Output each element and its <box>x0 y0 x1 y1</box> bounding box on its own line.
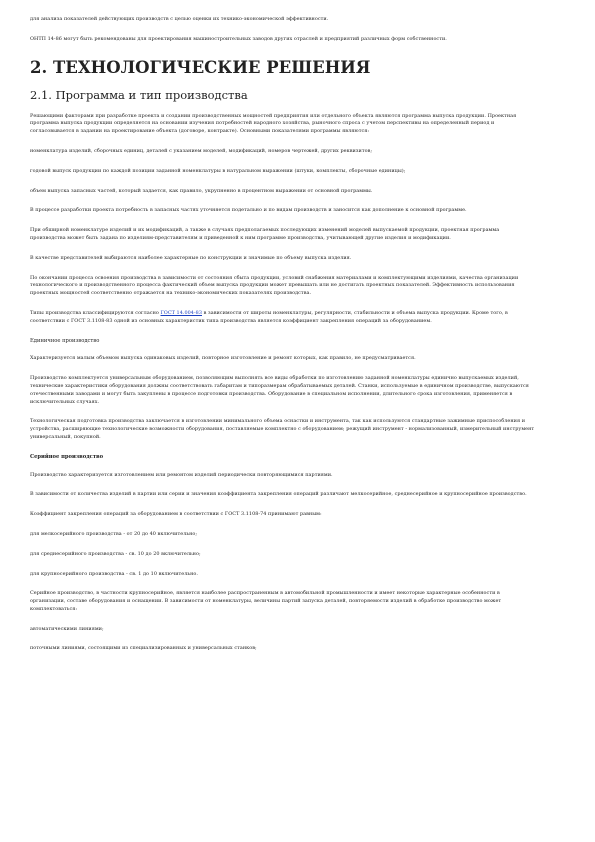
paragraph: объем выпуска запасных частей, который задается, как правило, укрупненно в процентном выражении от основной программы. <box>30 187 373 194</box>
paragraph: Производство характеризуется изготовлением или ремонтом изделий периодически повторяющимися партиями. <box>30 471 333 478</box>
paragraph: Технологическая подготовка производства заключается в изготовлении минимального объема оснастки и инструмента, так как используются стандартные зажимные приспособления и устройства, расширяющие технологические возможности оборудования, поставляемые комплектно с оборудованием; режущий инструмент - нормализованный, измерительный инструмент универсальный, покупной. <box>30 418 535 440</box>
subheading-single: Единичное производство <box>30 337 100 344</box>
paragraph: В качестве представителей выбираются наиболее характерные по конструкции и значимые по объему выпуска изделия. <box>30 254 352 261</box>
paragraph: Коэффициент закрепления операций за оборудованием в соответствии с ГОСТ 3.1108-74 принимают равным: <box>30 511 322 518</box>
paragraph: Производство комплектуется универсальным оборудованием, позволяющим выполнять все виды обработки по изготовлению заданной номенклатуры единично выпускаемых изделий, технические характеристики оборудования должны соответствовать габаритам и типоразмерам обрабатываемых деталей. Станки, используемые в единичном производстве, выпускаются отечественными заводами и могут быть закуплены в процессе подготовки производства. Оборудование в специальном исполнении, длительного срока изготовления, применяется в исключительных случаях. <box>30 375 529 405</box>
paragraph: Характеризуется малым объемом выпуска одинаковых изделий, повторное изготовление и ремонт которых, как правило, не предусматривается. <box>30 355 416 362</box>
list-item: для мелкосерийного производства - от 20 до 40 включительно; <box>30 530 198 537</box>
paragraph: В зависимости от количества изделий в партии или серии и значения коэффициента закрепления операций различают мелкосерийное, среднесерийное и крупносерийное производство. <box>30 491 527 498</box>
list-item: для среднесерийного производства - св. 10 до 20 включительно; <box>30 550 201 557</box>
paragraph: Решающими факторами при разработке проекта и создании производственных мощностей предприятия или отдельного объекта являются программа выпуска продукции. Проектная программа выпуска продукции определяется на основании изучения потребностей народного хозяйства, рыночного спроса с учетом перспективы на определенный период и согласовывается в задании на проектирование объекта (договоре, контракте). Основными показателями программы являются: <box>30 112 517 135</box>
paragraph: для анализа показателей действующих производств с целью оценки их технико-экономической эффективности. <box>30 16 329 22</box>
paragraph: По окончании процесса освоения производства в зависимости от состояния сбыта продукции, условий снабжения материалами и комплектующими изделиями, качества организации технологического и производственного процесса фактический объем выпуска продукции может превышать или не достигать проектных показателей. Эффективность использования проектных мощностей соответственно отражается на технико-экономических показателях производства. <box>30 274 519 297</box>
link-suffix-text: в зависимости от широты номенклатуры, регулярности, стабильности и объема выпуска продукции. Кроме того, в соответствии с ГОСТ 3.1108-83 одной из основных характеристик типа производства является коэффициент закрепления операций за оборудованием. <box>30 309 508 324</box>
link-prefix-text: Типы производства классифицируются согласно <box>30 309 161 316</box>
paragraph: В процессе разработки проекта потребность в запасных частях уточняется подетально и по видам производств и заносится как дополнение к основной программе. <box>30 207 467 214</box>
subheading-serial: Серийное производство <box>30 453 104 460</box>
paragraph: годовой выпуск продукции по каждой позиции заданной номенклатуры в натуральном выражении (штуки, комплекты, сборочные единицы); <box>30 167 406 174</box>
paragraph: Серийное производство, в частности крупносерийное, является наиболее распространенным в автомобильной промышленности и имеет некоторые характерные особенности в организации, составе оборудования и оснащении. В зависимости от номенклатуры, величины партий запуска деталей, повторяемости изделий в обработке производство может комплектоваться: <box>30 590 502 612</box>
subsection-heading: 2.1. Программа и тип производства <box>30 87 248 102</box>
paragraph: При обширной номенклатуре изделий и их модификаций, а также в случаях предполагаемых последующих изменений моделей выпускаемой продукции, проектная программа производства может быть задана по изделиям-представителям и приведенной к ним программе производства, учитывающей другие изделия и модификации. <box>30 227 500 241</box>
list-item: для крупносерийного производства - св. 1 до 10 включительно. <box>30 570 199 577</box>
section-heading: 2. ТЕХНОЛОГИЧЕСКИЕ РЕШЕНИЯ <box>30 57 371 77</box>
gost-link[interactable]: ГОСТ 14.004-83 <box>160 309 202 316</box>
list-item: поточными линиями, состоящими из специализированных и универсальных станков; <box>30 645 257 652</box>
paragraph: ОНТП 14-86 могут быть рекомендованы для проектирования машиностроительных заводов других отраслей и предприятий различных форм собственности. <box>30 35 447 42</box>
paragraph: номенклатура изделий, сборочных единиц, деталей с указанием моделей, модификаций, номеров чертежей, других реквизитов; <box>30 147 373 154</box>
list-item: автоматическими линиями; <box>30 625 104 632</box>
paragraph-with-link <box>30 310 535 326</box>
